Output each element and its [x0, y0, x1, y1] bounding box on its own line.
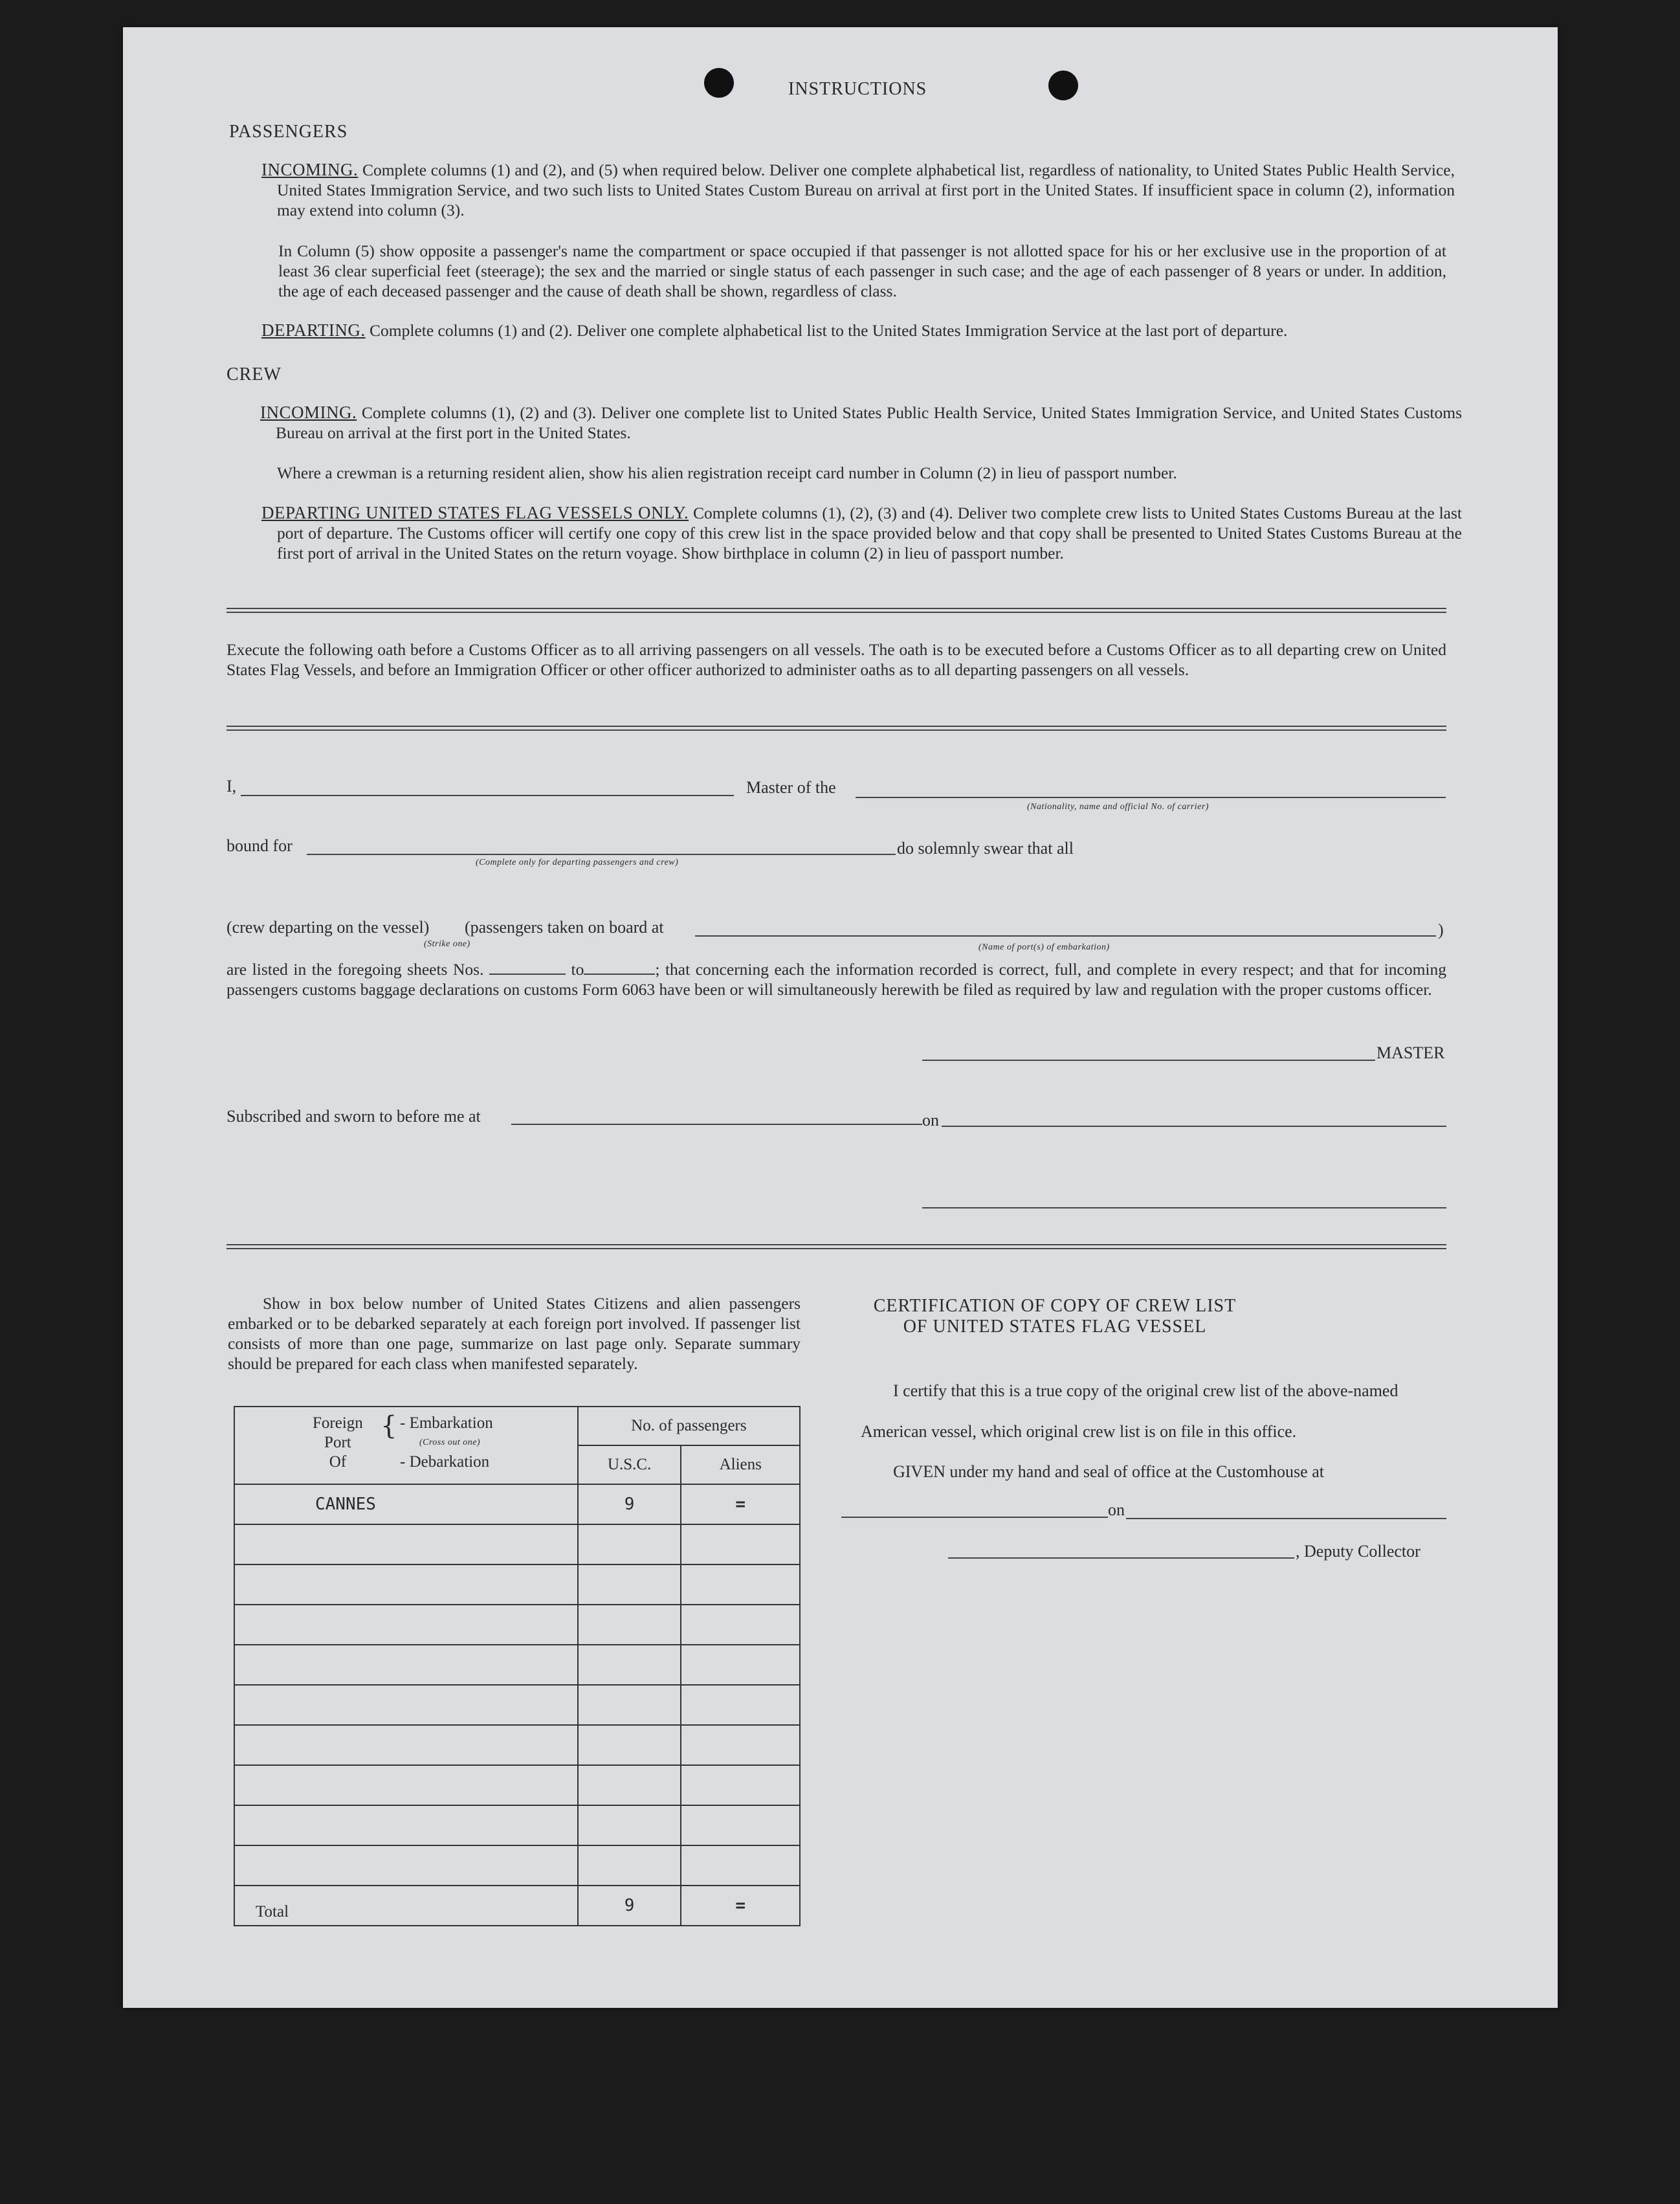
- passengers-taken-option: (passengers taken on board at: [465, 918, 664, 937]
- subscribed-on-label: on: [922, 1111, 939, 1130]
- header-of: Of: [329, 1453, 347, 1471]
- deputy-signature-field[interactable]: [948, 1557, 1294, 1559]
- total-row: [234, 1886, 800, 1926]
- master-name-field[interactable]: [241, 795, 734, 796]
- usc-cell[interactable]: [578, 1524, 681, 1564]
- master-label: MASTER: [1376, 1043, 1445, 1062]
- header-port: Port: [324, 1434, 351, 1451]
- no-passengers-header: No. of passengers: [578, 1407, 800, 1445]
- aliens-cell[interactable]: [681, 1805, 800, 1845]
- usc-cell[interactable]: 9: [578, 1484, 681, 1524]
- usc-cell[interactable]: [578, 1605, 681, 1645]
- passengers-incoming-text: Complete columns (1) and (2), and (5) when required below. Deliver one complete alphabetical list, regardless of nationality, to United States Public Health Service, United States Immigration Service, and two such lists to United States Custom Bureau on arrival at first port in the United States. If insufficient space in column (2), information may extend into column (3).: [277, 161, 1455, 219]
- crew-incoming-text: Complete columns (1), (2) and (3). Deliver one complete list to United States Public Health Service, United States Immigration Service, and United States Customs Bureau on arrival at the first port in the United States.: [276, 403, 1463, 442]
- header-debarkation: - Debarkation: [400, 1453, 490, 1471]
- passengers-departing-label: DEPARTING.: [261, 320, 366, 340]
- listed-prefix: are listed in the foregoing sheets Nos.: [227, 960, 484, 979]
- bound-for-label: bound for: [227, 836, 293, 855]
- punch-hole-left: [704, 68, 734, 98]
- usc-cell[interactable]: [578, 1564, 681, 1605]
- strike-one-hint: (Strike one): [424, 939, 470, 949]
- aliens-cell[interactable]: [681, 1765, 800, 1805]
- sheet-from-field[interactable]: [489, 974, 566, 975]
- certification-date-field[interactable]: [1126, 1518, 1446, 1519]
- certification-title-line2: OF UNITED STATES FLAG VESSEL: [903, 1317, 1207, 1337]
- aliens-cell[interactable]: [681, 1564, 800, 1605]
- table-row: [234, 1605, 800, 1645]
- crew-departing-paragraph: [261, 503, 1462, 563]
- sheet-to-field[interactable]: [584, 974, 655, 975]
- certification-line3: GIVEN under my hand and seal of office at the Customhouse at: [893, 1462, 1324, 1481]
- port-header-cell: [234, 1407, 578, 1484]
- port-cell[interactable]: [234, 1765, 578, 1805]
- crew-heading: CREW: [227, 364, 282, 384]
- table-row: [234, 1805, 800, 1845]
- total-usc-cell[interactable]: 9: [578, 1886, 681, 1926]
- ports-hint: (Name of port(s) of embarkation): [978, 942, 1110, 952]
- summary-divider: [227, 1244, 1446, 1249]
- aliens-cell[interactable]: [681, 1845, 800, 1886]
- passengers-departing-paragraph: [261, 320, 1455, 340]
- crew-incoming-label: INCOMING.: [260, 403, 357, 422]
- certification-title: [835, 1296, 1275, 1337]
- header-foreign: Foreign: [313, 1414, 363, 1432]
- certification-on-label: on: [1108, 1500, 1125, 1519]
- aliens-cell[interactable]: [681, 1524, 800, 1564]
- table-row: [234, 1564, 800, 1605]
- subscribed-place-field[interactable]: [511, 1124, 922, 1125]
- crew-resident-paragraph: Where a crewman is a returning resident alien, show his alien registration receipt card number in Column (2) in lieu of passport number.: [277, 463, 1177, 482]
- crew-incoming-paragraph: [260, 403, 1462, 443]
- oath-i-label: I,: [227, 777, 237, 796]
- crew-departing-option: (crew departing on the vessel): [227, 918, 430, 937]
- port-cell[interactable]: [234, 1845, 578, 1886]
- form-page: [123, 27, 1558, 2008]
- crew-departing-label: DEPARTING UNITED STATES FLAG VESSELS ONLY.: [261, 503, 689, 522]
- table-row: [234, 1725, 800, 1765]
- oath-instruction: Execute the following oath before a Customs Officer as to all arriving passengers on all vessels. The oath is to be executed before a Customs Officer as to all departing crew on United States Flag Vessels, and before an Immigration Officer or other officer authorized to administer oaths as to all departing passengers on all vessels.: [227, 640, 1446, 679]
- port-cell[interactable]: [234, 1605, 578, 1645]
- port-cell[interactable]: [234, 1725, 578, 1765]
- page-title: INSTRUCTIONS: [788, 79, 927, 99]
- table-row: [234, 1685, 800, 1725]
- aliens-header: Aliens: [681, 1445, 800, 1484]
- table-row: [234, 1524, 800, 1564]
- passengers-incoming-label: INCOMING.: [261, 160, 359, 179]
- passenger-summary-table: [234, 1406, 801, 1926]
- passengers-departing-text: Complete columns (1) and (2). Deliver one complete alphabetical list to the United States Immigration Service at the last port of departure.: [370, 321, 1288, 340]
- summary-instruction: Show in box below number of United States Citizens and alien passengers embarked or to be debarked separately at each foreign port involved. If passenger list consists of more than one page, summarize on last page only. Separate summary should be prepared for each class when manifested separately.: [228, 1294, 801, 1373]
- section-divider: [227, 608, 1446, 613]
- certification-title-line1: CERTIFICATION OF COPY OF CREW LIST: [873, 1296, 1237, 1316]
- master-of-the-label: Master of the: [746, 778, 836, 797]
- subscribed-date-field[interactable]: [942, 1126, 1446, 1127]
- nationality-hint: (Nationality, name and official No. of carrier): [1027, 802, 1209, 812]
- port-embarkation-field[interactable]: [695, 935, 1436, 937]
- header-embarkation: - Embarkation: [400, 1414, 493, 1432]
- officer-signature-field[interactable]: [922, 1207, 1446, 1208]
- deputy-collector-label: , Deputy Collector: [1296, 1542, 1420, 1561]
- listed-paragraph: [227, 959, 1446, 999]
- table-row: [234, 1765, 800, 1805]
- punch-hole-right: [1048, 71, 1078, 100]
- table-row: [234, 1484, 800, 1524]
- port-cell[interactable]: CANNES: [234, 1484, 578, 1524]
- passengers-incoming-paragraph: [261, 160, 1455, 220]
- port-cell[interactable]: [234, 1645, 578, 1685]
- close-paren: ): [1438, 920, 1444, 939]
- listed-suffix: ; that concerning each the information recorded is correct, full, and complete in every respect; and that for incoming passengers customs baggage declarations on customs Form 6063 have been or will simultaneously herewith be filed as required by law and regulation with the proper customs officer.: [227, 960, 1446, 999]
- usc-cell[interactable]: [578, 1765, 681, 1805]
- aliens-cell[interactable]: =: [681, 1484, 800, 1524]
- vessel-field[interactable]: [856, 797, 1446, 798]
- master-signature-field[interactable]: [922, 1060, 1375, 1061]
- aliens-cell[interactable]: [681, 1645, 800, 1685]
- customhouse-field[interactable]: [841, 1517, 1108, 1518]
- header-cross-out: (Cross out one): [419, 1438, 481, 1447]
- aliens-cell[interactable]: [681, 1725, 800, 1765]
- usc-cell[interactable]: [578, 1725, 681, 1765]
- subscribed-label: Subscribed and sworn to before me at: [227, 1107, 481, 1126]
- usc-header: U.S.C.: [578, 1445, 681, 1484]
- oath-divider: [227, 726, 1446, 731]
- port-cell[interactable]: [234, 1524, 578, 1564]
- aliens-cell[interactable]: [681, 1605, 800, 1645]
- total-label: Total: [234, 1886, 578, 1926]
- table-row: [234, 1645, 800, 1685]
- certification-line2: American vessel, which original crew list is on file in this office.: [861, 1422, 1297, 1441]
- listed-to: to: [571, 960, 584, 979]
- usc-cell[interactable]: [578, 1845, 681, 1886]
- passengers-heading: PASSENGERS: [229, 122, 348, 142]
- aliens-cell[interactable]: [681, 1685, 800, 1725]
- port-cell[interactable]: [234, 1805, 578, 1845]
- bound-for-field[interactable]: [307, 854, 896, 855]
- port-cell[interactable]: [234, 1564, 578, 1605]
- certification-line1: I certify that this is a true copy of the original crew list of the above-named: [893, 1381, 1398, 1400]
- port-cell[interactable]: [234, 1685, 578, 1725]
- table-row: [234, 1845, 800, 1886]
- crew-departing-text: Complete columns (1), (2), (3) and (4). Deliver two complete crew lists to United States Customs Bureau at the last port of departure. The Customs officer will certify one copy of this crew list in the space provided below and that copy shall be presented to United States Customs Bureau at the first port of arrival in the United States on the return voyage. Show birthplace in column (2) in lieu of passport number.: [277, 504, 1463, 562]
- usc-cell[interactable]: [578, 1805, 681, 1845]
- usc-cell[interactable]: [578, 1685, 681, 1725]
- swear-text: do solemnly swear that all: [897, 839, 1074, 858]
- bound-for-hint: (Complete only for departing passengers and crew): [476, 858, 679, 867]
- brace-icon: {: [381, 1411, 397, 1441]
- passengers-column5-paragraph: In Column (5) show opposite a passenger's name the compartment or space occupied if that passenger is not allotted space for his or her exclusive use in the proportion of at least 36 clear superficial feet (steerage); the sex and the married or single status of each passenger in such case; and the age of each passenger of 8 years or under. In addition, the age of each deceased passenger and the cause of death shall be shown, regardless of class.: [278, 241, 1446, 300]
- usc-cell[interactable]: [578, 1645, 681, 1685]
- total-aliens-cell[interactable]: =: [681, 1886, 800, 1926]
